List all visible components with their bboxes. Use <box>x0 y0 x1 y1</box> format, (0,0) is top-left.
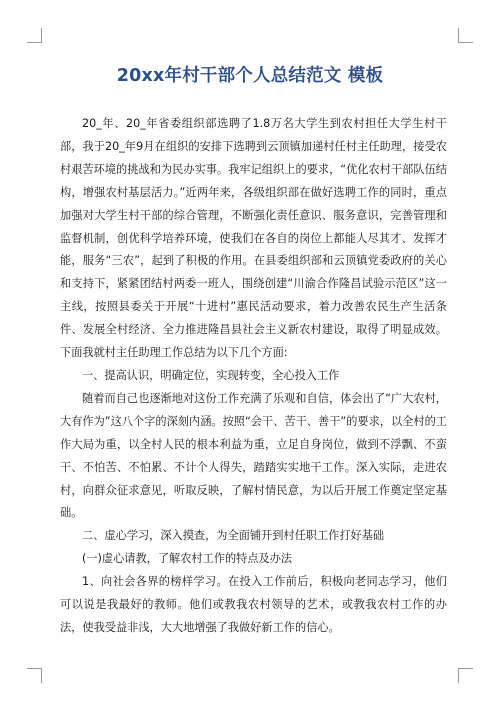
section-heading-2: 二、虚心学习，深入摸查，为全面铺开到村任职工作打好基础 <box>82 529 385 543</box>
subsection-heading-1: (一)虚心请教，了解农村工作的特点及办法 <box>82 552 293 566</box>
page-corner-mark-top-right <box>458 28 473 43</box>
paragraph-section-1: 随着而自己也逐渐地对这份工作充满了乐观和自信，体会出了“广大农村，大有作为”这八个字的深刻内涵。按照“会干、苦干、善干”的要求，以全村的工作大局为重，以全村人民的根本利益为重，立足自身岗位，做到不浮飘、不蛮干、不怕苦、不怕累、不计个人得失，踏踏实实地干工作。深入实际，走进农村，向群众征求意见，听取反映，了解村情民意，为以后开展工作奠定坚定基础。 <box>60 391 447 520</box>
paragraph-subsection-1: 1、向社会各界的榜样学习。在投入工作前后，积极向老同志学习，他们可以说是我最好的教师。他们或教我农村领导的艺术，或教我农村工作的办法，使我受益非浅，大大地增强了我做好新工作的信心。 <box>60 575 447 634</box>
section-heading-1: 一、提高认识，明确定位，实现转变，全心投入工作 <box>82 368 340 382</box>
page-corner-mark-bottom-left <box>27 668 42 683</box>
document-title: 20xx年村干部个人总结范文 模板 <box>116 66 384 86</box>
page-corner-mark-top-left <box>27 28 42 43</box>
page-corner-mark-bottom-right <box>458 668 473 683</box>
document-body <box>60 113 447 640</box>
paragraph-intro: 20_年、20_年省委组织部选聘了1.8万名大学生到农村担任大学生村干部，我于20_年9月在组织的安排下选聘到云顶镇加递村任村主任助理，接受农村艰苦环境的挑战和为民办实事。我牢记组织上的要求，“优化农村干部队伍结构，增强农村基层活力。”近两年来，各级组织部在做好选聘工作的同时，重点加强对大学生村干部的综合管理，不断强化责任意识、服务意识，完善管理和监督机制，创优科学培养环境，使我们在各自的岗位上都能人尽其才、发挥才能，服务“三农”，起到了积极的作用。在县委组织部和云顶镇党委政府的关心和支持下，紧紧团结村两委一班人，围绕创建“川渝合作隆昌试验示范区”这一主线，按照县委关于开展“十进村”惠民活动要求，着力改善农民生产生活条件、发展全村经济、全力推进隆昌县社会主义新农村建设，取得了明显成效。下面我就村主任助理工作总结为以下几个方面: <box>60 117 447 360</box>
